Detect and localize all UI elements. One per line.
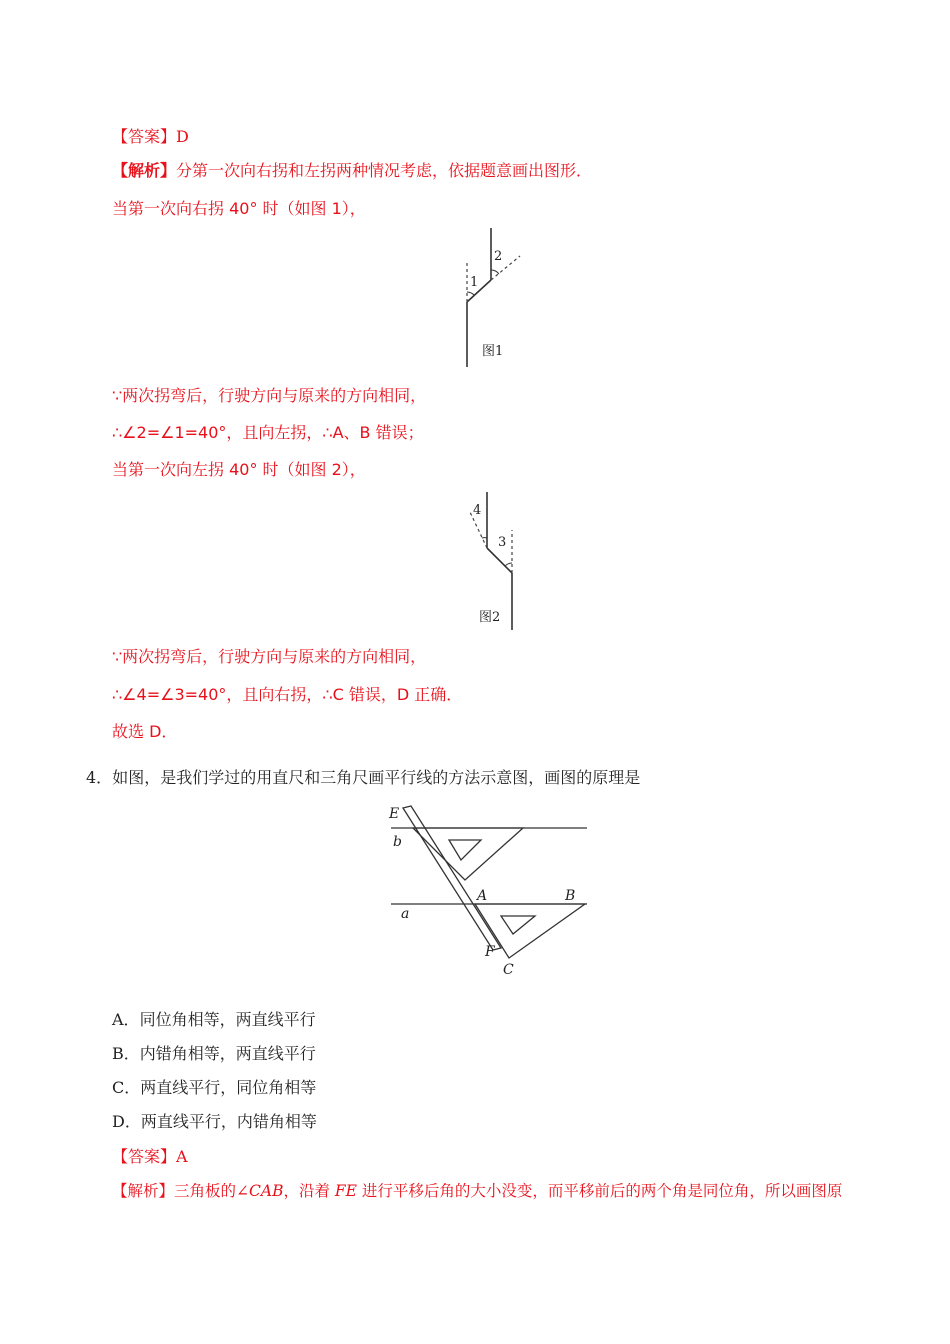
reason-1: ∵两次拐弯后，行驶方向与原来的方向相同， <box>112 386 427 405</box>
option-d-text: 两直线平行，内错角相等 <box>140 1112 317 1131</box>
conclusion-2: ∴∠4=∠3=40°，且向右拐，∴C 错误，D 正确． <box>112 685 463 704</box>
angle-3-label: 3 <box>498 535 507 550</box>
case-right-turn: 当第一次向右拐 40° 时（如图 1）， <box>112 199 366 218</box>
option-b-text: 内错角相等，两直线平行 <box>139 1044 316 1063</box>
question-text: 如图，是我们学过的用直尺和三角尺画平行线的方法示意图，画图的原理是 <box>112 768 641 787</box>
option-d[interactable] <box>112 1111 317 1133</box>
option-a[interactable] <box>112 1009 316 1031</box>
option-c-letter: C． <box>112 1078 141 1097</box>
analysis-2-angle: ∠CAB <box>236 1182 284 1200</box>
label-E: E <box>389 806 400 822</box>
analysis-line-1 <box>112 160 592 182</box>
parallel-lines-figure <box>385 802 595 982</box>
option-b[interactable] <box>112 1043 316 1065</box>
question-4 <box>86 767 640 789</box>
conclusion-1: ∴∠2=∠1=40°，且向左拐，∴A、B 错误； <box>112 423 424 442</box>
answer-line-1 <box>112 126 189 148</box>
label-F: F <box>485 944 495 960</box>
analysis-label: 【解析】 <box>112 161 177 180</box>
option-c[interactable] <box>112 1077 316 1099</box>
label-a: a <box>401 906 410 922</box>
answer-value: D <box>176 127 189 146</box>
answer-2-label: 【答案】 <box>112 1147 177 1166</box>
reason-2: ∵两次拐弯后，行驶方向与原来的方向相同， <box>112 647 427 666</box>
analysis-2-mid: ，沿着 <box>283 1182 335 1200</box>
figure-1-caption: 图1 <box>482 344 504 359</box>
analysis-text: 分第一次向右拐和左拐两种情况考虑，依据题意画出图形． <box>176 161 593 180</box>
figure-1 <box>450 222 530 372</box>
analysis-2-label: 【解析】 <box>112 1182 175 1200</box>
final-choice: 故选 D． <box>112 722 178 741</box>
option-b-letter: B． <box>112 1044 140 1063</box>
option-d-letter: D． <box>112 1112 141 1131</box>
figure-2-caption: 图2 <box>479 610 501 625</box>
label-B: B <box>565 888 576 904</box>
analysis-line-2 <box>112 1180 842 1202</box>
angle-2-label: 2 <box>494 249 503 264</box>
label-A: A <box>477 888 488 904</box>
question-number: 4． <box>86 768 113 787</box>
answer-line-2 <box>112 1146 188 1168</box>
angle-4-label: 4 <box>473 503 482 518</box>
analysis-2-post: 进行平移后角的大小没变，而平移前后的两个角是同位角，所以画图原 <box>356 1182 843 1200</box>
analysis-2-pre: 三角板的 <box>174 1182 237 1200</box>
option-a-text: 同位角相等，两直线平行 <box>139 1010 316 1029</box>
option-c-text: 两直线平行，同位角相等 <box>140 1078 317 1097</box>
option-a-letter: A． <box>112 1010 140 1029</box>
answer-label: 【答案】 <box>112 127 177 146</box>
label-b: b <box>393 834 402 850</box>
case-left-turn: 当第一次向左拐 40° 时（如图 2）， <box>112 460 366 479</box>
answer-2-value: A <box>176 1147 188 1166</box>
figure-2 <box>455 488 530 633</box>
label-C: C <box>503 962 514 978</box>
angle-1-label: 1 <box>470 275 479 290</box>
analysis-2-fe: FE <box>334 1182 357 1200</box>
